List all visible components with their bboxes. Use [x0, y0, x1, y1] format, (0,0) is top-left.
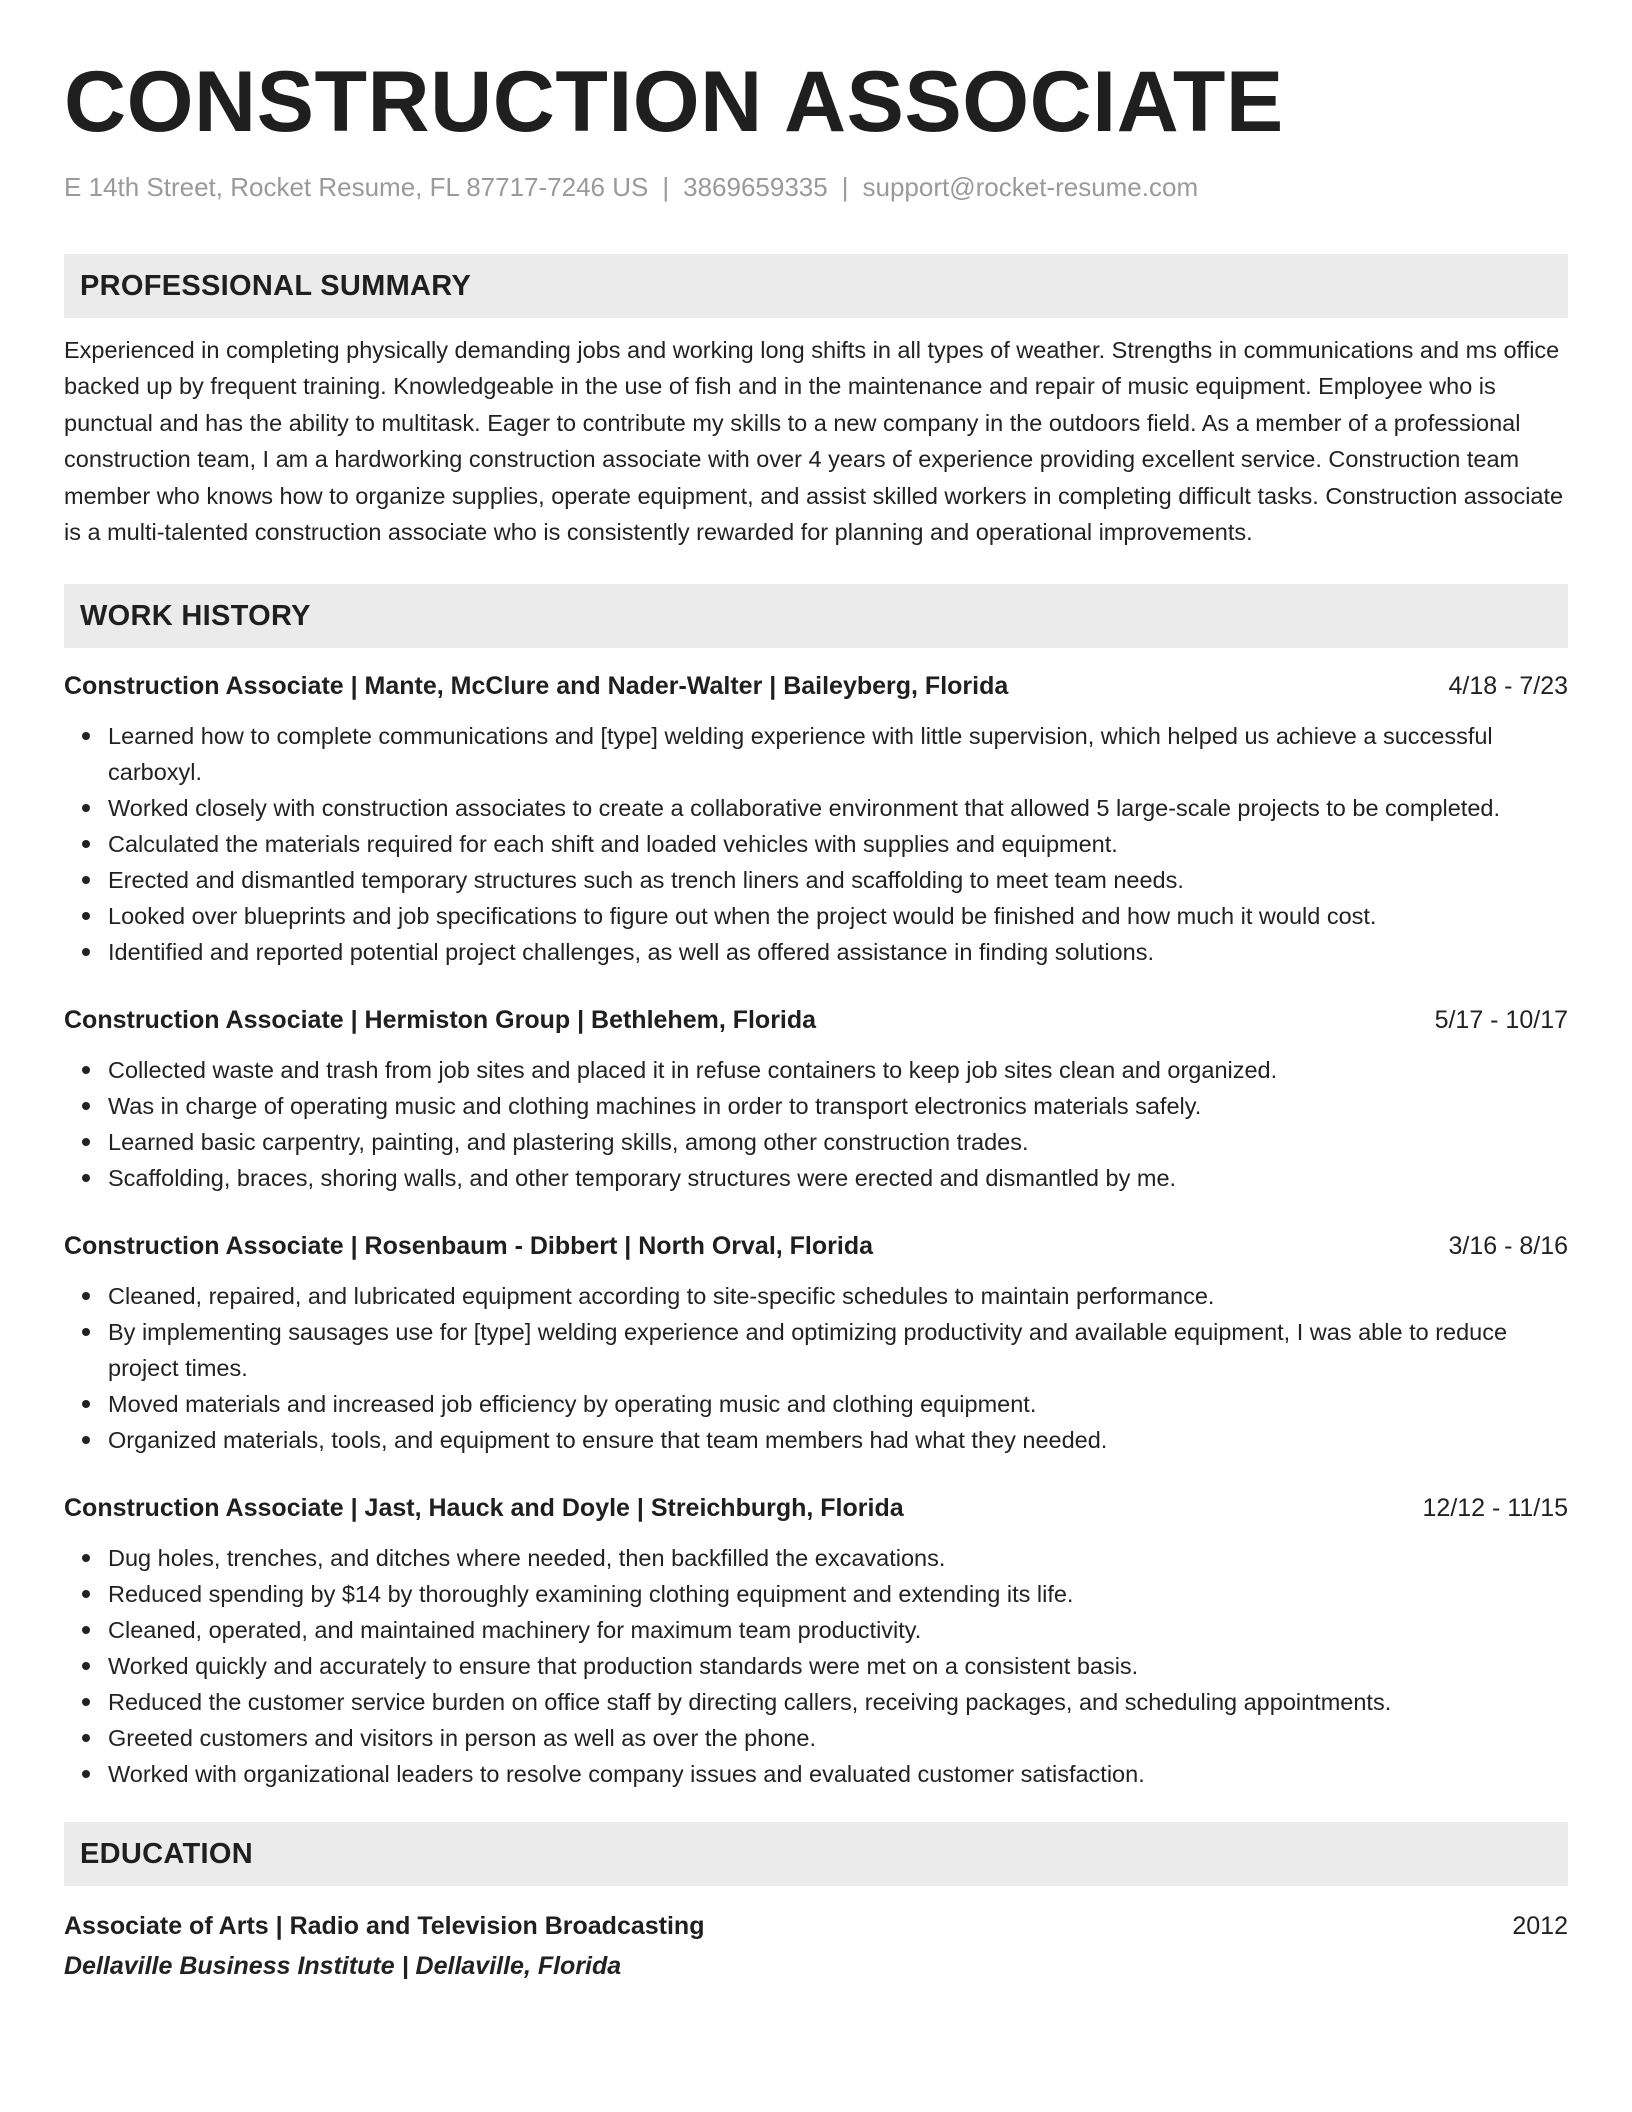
job-bullet: Worked quickly and accurately to ensure that production standards were met on a consistent basis. — [64, 1648, 1568, 1684]
work-history-heading: WORK HISTORY — [64, 584, 1568, 648]
job-bullet: Reduced the customer service burden on office staff by directing callers, receiving packages, and scheduling appointments. — [64, 1684, 1568, 1720]
job-title: Construction Associate | Rosenbaum - Dibbert | North Orval, Florida — [64, 1232, 873, 1261]
contact-phone: 3869659335 — [683, 172, 828, 202]
education-degree: Associate of Arts | Radio and Television Broadcasting — [64, 1912, 705, 1941]
contact-separator: | — [841, 172, 849, 202]
job-dates: 12/12 - 11/15 — [1422, 1494, 1568, 1523]
job-entry — [64, 1000, 1568, 1196]
education-year: 2012 — [1512, 1912, 1568, 1941]
job-bullets — [64, 1052, 1568, 1196]
job-dates: 5/17 - 10/17 — [1434, 1006, 1568, 1035]
job-header — [64, 1000, 1568, 1040]
job-bullet: Erected and dismantled temporary structures such as trench liners and scaffolding to meet team needs. — [64, 862, 1568, 898]
job-bullet: Looked over blueprints and job specifications to figure out when the project would be finished and how much it would cost. — [64, 898, 1568, 934]
job-bullet: Learned basic carpentry, painting, and plastering skills, among other construction trades. — [64, 1124, 1568, 1160]
job-bullet: Cleaned, operated, and maintained machinery for maximum team productivity. — [64, 1612, 1568, 1648]
education-school: Dellaville Business Institute | Dellaville, Florida — [64, 1952, 622, 1981]
contact-email: support@rocket-resume.com — [862, 172, 1199, 202]
job-header — [64, 1226, 1568, 1266]
job-bullet: Scaffolding, braces, shoring walls, and other temporary structures were erected and dismantled by me. — [64, 1160, 1568, 1196]
job-entry — [64, 1488, 1568, 1792]
job-bullet: Collected waste and trash from job sites and placed it in refuse containers to keep job sites clean and organized. — [64, 1052, 1568, 1088]
job-bullet: By implementing sausages use for [type] welding experience and optimizing productivity and available equipment, I was able to reduce project times. — [64, 1314, 1568, 1386]
contact-line — [64, 170, 1568, 204]
education-heading: EDUCATION — [64, 1822, 1568, 1886]
education-header — [64, 1906, 1568, 1946]
resume-name: CONSTRUCTION ASSOCIATE — [64, 54, 1284, 150]
job-bullet: Worked with organizational leaders to resolve company issues and evaluated customer satisfaction. — [64, 1756, 1568, 1792]
job-bullet: Moved materials and increased job efficiency by operating music and clothing equipment. — [64, 1386, 1568, 1422]
job-bullet: Was in charge of operating music and clothing machines in order to transport electronics materials safely. — [64, 1088, 1568, 1124]
job-bullet: Worked closely with construction associates to create a collaborative environment that allowed 5 large-scale projects to be completed. — [64, 790, 1568, 826]
contact-separator: | — [662, 172, 670, 202]
job-title: Construction Associate | Mante, McClure and Nader-Walter | Baileyberg, Florida — [64, 672, 1009, 701]
job-bullet: Identified and reported potential project challenges, as well as offered assistance in finding solutions. — [64, 934, 1568, 970]
job-header — [64, 1488, 1568, 1528]
job-entry — [64, 666, 1568, 970]
job-dates: 3/16 - 8/16 — [1448, 1232, 1568, 1261]
job-bullet: Cleaned, repaired, and lubricated equipment according to site-specific schedules to maintain performance. — [64, 1278, 1568, 1314]
job-header — [64, 666, 1568, 706]
job-bullet: Learned how to complete communications and [type] welding experience with little supervision, which helped us achieve a successful carboxyl. — [64, 718, 1568, 790]
summary-text: Experienced in completing physically demanding jobs and working long shifts in all types of weather. Strengths in communications and ms office backed up by frequent training. Knowledgeable in the use of fish and in the maintenance and repair of music equipment. Employee who is punctual and has the ability to multitask. Eager to contribute my skills to a new company in the outdoors field. As a member of a professional construction team, I am a hardworking construction associate with over 4 years of experience providing excellent service. Construction team member who knows how to organize supplies, operate equipment, and assist skilled workers in completing difficult tasks. Construction associate is a multi-talented construction associate who is consistently rewarded for planning and operational improvements. — [64, 337, 1564, 546]
job-dates: 4/18 - 7/23 — [1448, 672, 1568, 701]
job-bullets — [64, 1540, 1568, 1792]
job-bullet: Organized materials, tools, and equipment to ensure that team members had what they needed. — [64, 1422, 1568, 1458]
job-bullets — [64, 718, 1568, 970]
summary-heading: PROFESSIONAL SUMMARY — [64, 254, 1568, 318]
job-title: Construction Associate | Jast, Hauck and Doyle | Streichburgh, Florida — [64, 1494, 904, 1523]
job-bullet: Dug holes, trenches, and ditches where needed, then backfilled the excavations. — [64, 1540, 1568, 1576]
job-bullet: Greeted customers and visitors in person as well as over the phone. — [64, 1720, 1568, 1756]
job-title: Construction Associate | Hermiston Group | Bethlehem, Florida — [64, 1006, 817, 1035]
job-entry — [64, 1226, 1568, 1458]
job-bullets — [64, 1278, 1568, 1458]
job-bullet: Reduced spending by $14 by thoroughly examining clothing equipment and extending its life. — [64, 1576, 1568, 1612]
contact-address: E 14th Street, Rocket Resume, FL 87717-7246 US — [64, 172, 649, 202]
job-bullet: Calculated the materials required for each shift and loaded vehicles with supplies and equipment. — [64, 826, 1568, 862]
